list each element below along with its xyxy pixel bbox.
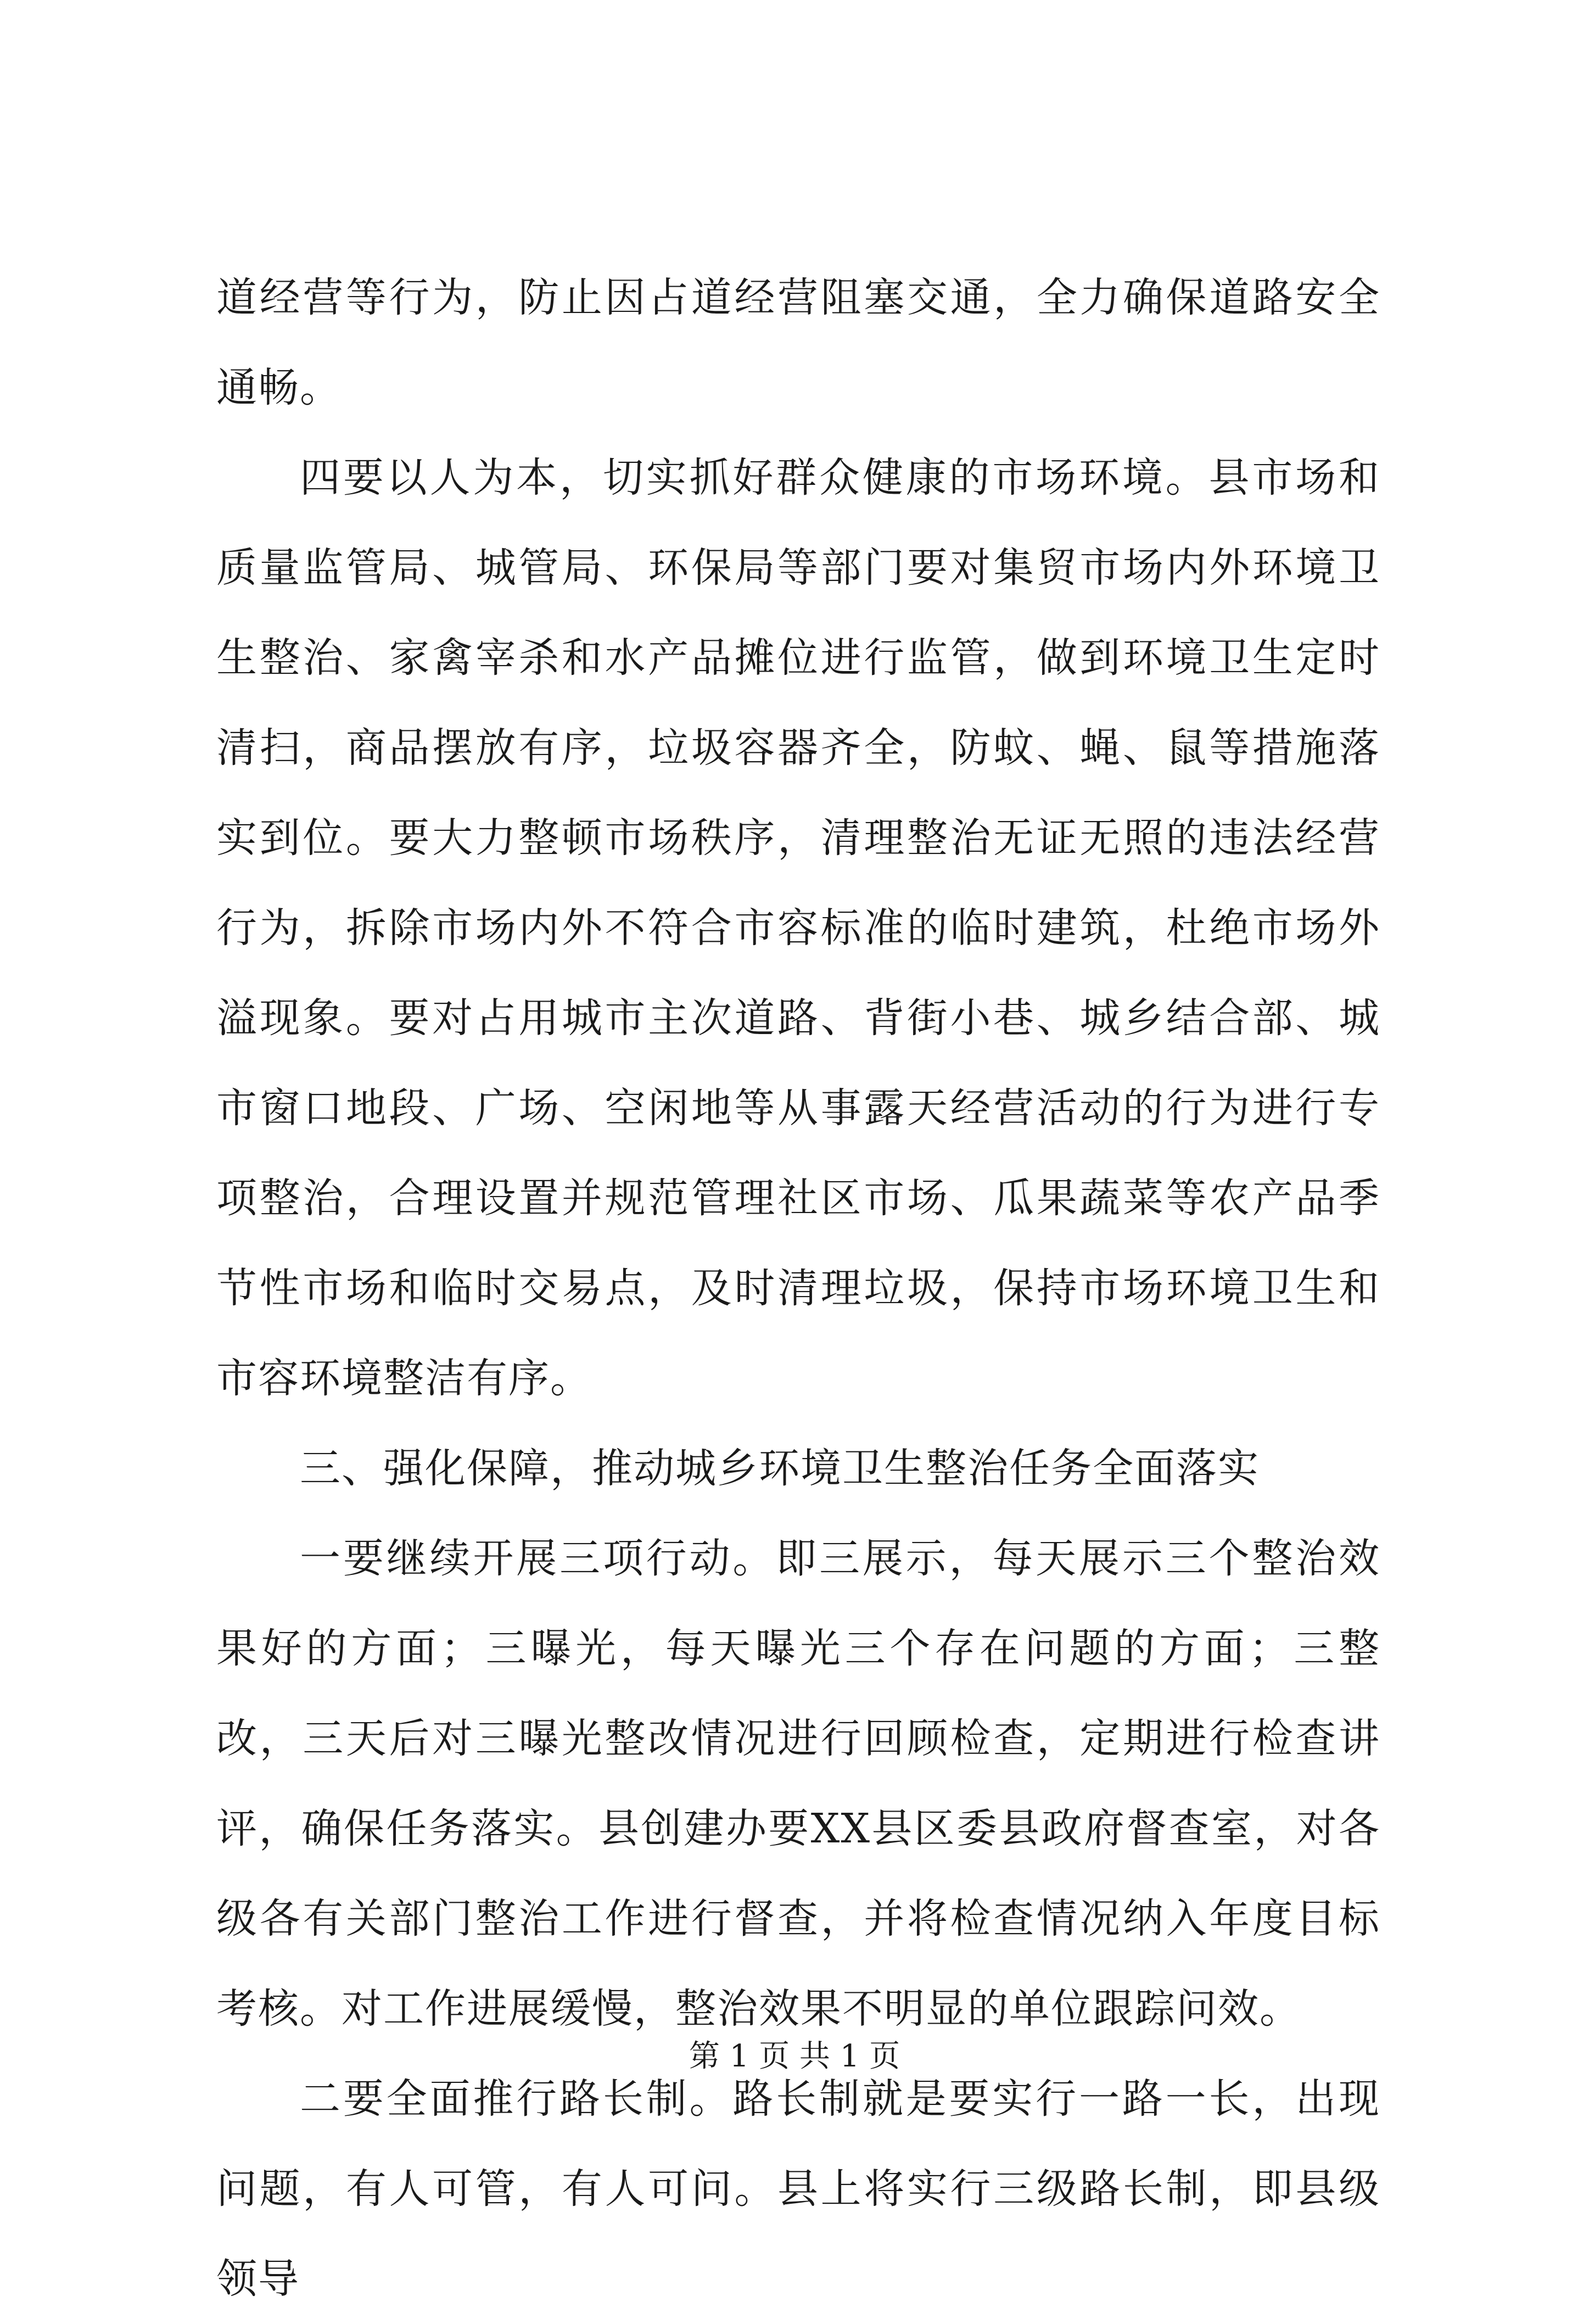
paragraph-continuation: 道经营等行为，防止因占道经营阻塞交通，全力确保道路安全通畅。 <box>216 274 1380 411</box>
paragraph-road-chief: 二要全面推行路长制。路长制就是要实行一路一长，出现问题，有人可管，有人可问。县上将实行三级路长制，即县级领导 <box>216 2075 1380 2303</box>
section-heading-three: 三、强化保障，推动城乡环境卫生整治任务全面落实 <box>300 1445 1260 1492</box>
paragraph-three-actions: 一要继续开展三项行动。即三展示，每天展示三个整治效果好的方面；三曝光，每天曝光三个存在问题的方面；三整改，三天后对三曝光整改情况进行回顾检查，定期进行检查讲评，确保任务落实。县创建办要XX县区委县政府督查室，对各级各有关部门整治工作进行督查，并将检查情况纳入年度目标考核。对工作进展缓慢，整治效果不明显的单位跟踪问效。 <box>216 1535 1380 2032</box>
page-footer: 第 1 页 共 1 页 <box>689 2038 900 2074</box>
paragraph-market-environment: 四要以人为本，切实抓好群众健康的市场环境。县市场和质量监管局、城管局、环保局等部门要对集贸市场内外环境卫生整治、家禽宰杀和水产品摊位进行监管，做到环境卫生定时清扫，商品摆放有序，垃圾容器齐全，防蚊、蝇、鼠等措施落实到位。要大力整顿市场秩序，清理整治无证无照的违法经营行为，拆除市场内外不符合市容标准的临时建筑，杜绝市场外溢现象。要对占用城市主次道路、背街小巷、城乡结合部、城市窗口地段、广场、空闲地等从事露天经营活动的行为进行专项整治，合理设置并规范管理社区市场、瓜果蔬菜等农产品季节性市场和临时交易点，及时清理垃圾，保持市场环境卫生和市容环境整洁有序。 <box>216 454 1380 1402</box>
document-body <box>216 253 1380 2324</box>
